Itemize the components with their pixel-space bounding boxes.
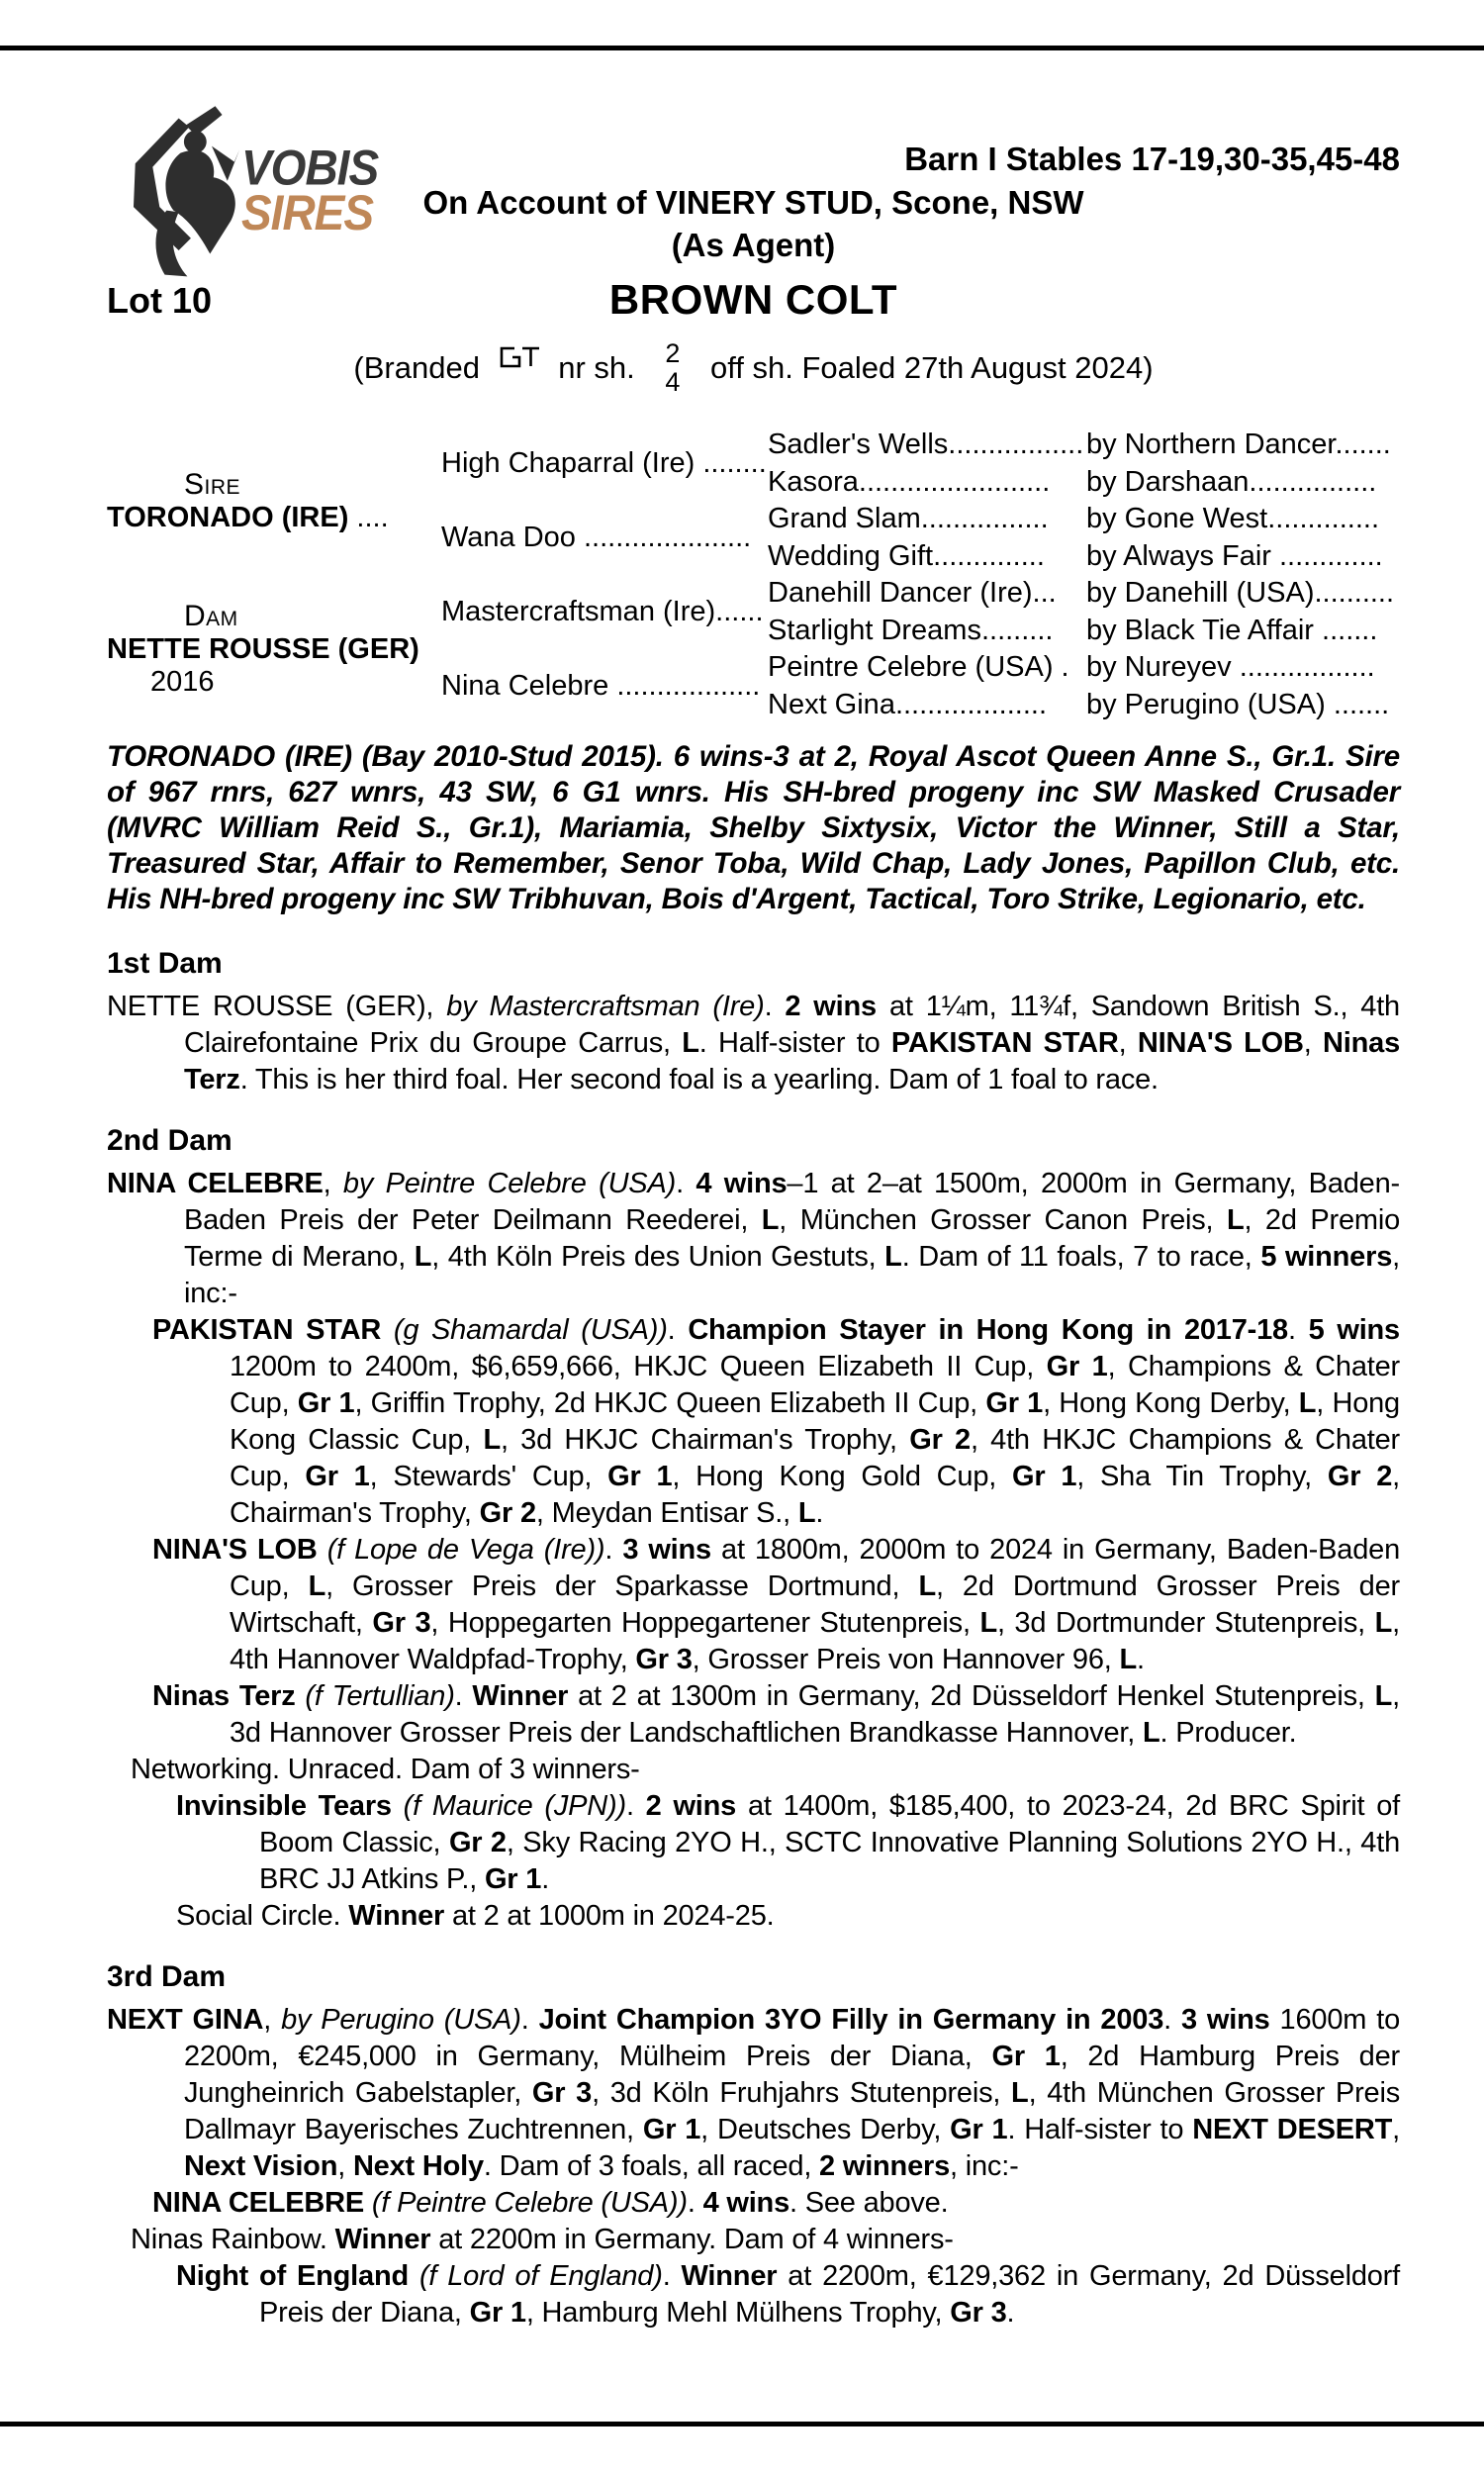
entry-text-segment: . [454, 1679, 473, 1712]
entry-text-segment: . [520, 2003, 539, 2036]
pedigree-parent: Mastercraftsman (Ire)...... [441, 596, 764, 627]
entry-text-segment: , Grosser Preis der Sparkasse Dortmund, [325, 1570, 919, 1602]
dam-cell [107, 575, 441, 723]
as-agent-line: (As Agent) [671, 227, 836, 263]
lot-title-row [107, 276, 1400, 326]
entry-text-segment: Gr 2 [479, 1496, 536, 1529]
brand-mark-icon [499, 345, 540, 383]
entry-text-segment: by Peintre Celebre (USA) [342, 1167, 677, 1199]
brand-nr-sh: nr sh. [558, 350, 635, 385]
brand-number-fraction [665, 339, 680, 397]
entry-text-segment: L [1142, 1716, 1160, 1749]
sire-name-dots: .... [348, 501, 389, 533]
pedigree-grandparent: Next Gina................... [768, 688, 1048, 720]
entry-text-segment: (g Shamardal (USA)) [393, 1313, 668, 1346]
entry-text-segment: 2 wins [645, 1789, 737, 1822]
pedigree-grandparent-sire: by Danehill (USA).......... [1086, 577, 1395, 609]
entry-text-segment: Social Circle. [176, 1899, 349, 1932]
entry-text-segment: L [979, 1606, 997, 1639]
entry-text-segment: , Hong Kong Gold Cup, [672, 1460, 1013, 1492]
entry-text-segment: . [1137, 1643, 1145, 1675]
entry-text-segment: . [662, 2259, 682, 2292]
entry-text-segment: , [263, 2003, 282, 2036]
entry-text-segment: Gr 1 [642, 2113, 701, 2145]
entry-text-segment: Winner [472, 1679, 569, 1712]
entry-text-segment: Next Vision [184, 2149, 338, 2182]
entry-text-segment: (f Tertullian) [305, 1679, 455, 1712]
entry-text-segment: . [764, 990, 786, 1022]
entry-text-segment: Gr 1 [991, 2040, 1061, 2072]
entry-text-segment: . Half-sister to [698, 1026, 891, 1059]
pedigree-grandparent: Danehill Dancer (Ire)... [768, 577, 1057, 609]
pedigree-entry [176, 1898, 1400, 1935]
entry-text-segment: L [414, 1240, 432, 1273]
entry-text-segment: . [604, 1533, 623, 1566]
entry-text-segment: , [323, 1167, 343, 1199]
horse-and-jockey-icon [111, 101, 241, 279]
entry-text-segment: L [1298, 1386, 1317, 1419]
pedigree-parents-column [441, 427, 768, 723]
pedigree-grandparent: Wedding Gift.............. [768, 539, 1045, 572]
entry-text-segment: , Stewards' Cup, [369, 1460, 608, 1492]
entry-text-segment: , Hong Kong Derby, [1043, 1386, 1299, 1419]
entry-text-segment: , 2d Hamburg Preis der Jungheinrich Gabelstapler, [184, 2040, 1400, 2109]
entry-text-segment: –1 at 2–at 1500m, 2000m in Germany, Baden-Baden Preis der Peter Deilmann Reederei, [184, 1167, 1400, 1236]
pedigree-grandparent-sire: by Gone West.............. [1086, 503, 1380, 534]
entry-text-segment: L [1011, 2076, 1029, 2109]
entry-text-segment: , [337, 2149, 353, 2182]
entry-text-segment: . [1287, 1313, 1309, 1346]
entry-text-segment: , [1392, 2113, 1400, 2145]
entry-text-segment: Gr 1 [297, 1386, 355, 1419]
entry-text-segment: L [308, 1570, 326, 1602]
entry-text-segment: , 3d Dortmunder Stutenpreis, [996, 1606, 1375, 1639]
entry-text-segment: at 2 at 1300m in Germany, 2d Düsseldorf Henkel Stutenpreis, [568, 1679, 1375, 1712]
entry-text-segment: , 4th Hannover Waldpfad-Trophy, [230, 1606, 1400, 1675]
pedigree-table [107, 427, 1400, 723]
entry-text-segment: , Champions & Chater Cup, [230, 1350, 1400, 1419]
entry-text-segment: , 4th Köln Preis des Union Gestuts, [431, 1240, 885, 1273]
entry-text-segment: PAKISTAN STAR [152, 1313, 394, 1346]
entry-text-segment: 4 wins [696, 1167, 788, 1199]
pedigree-grandparent-sire: by Northern Dancer....... [1086, 428, 1391, 460]
entry-text-segment: , inc:- [950, 2149, 1019, 2182]
entry-text-segment: 2 winners [819, 2149, 951, 2182]
entry-text-segment: (f Lope de Vega (Ire)) [326, 1533, 605, 1566]
brand-number-bottom: 4 [665, 367, 681, 397]
entry-text-segment: L [761, 1203, 780, 1236]
entry-text-segment: 3 wins [1180, 2003, 1270, 2036]
catalogue-page [107, 89, 1400, 2331]
section-heading: 2nd Dam [107, 1123, 232, 1157]
entry-text-segment: 1600m to 2200m, €245,000 in Germany, Mülheim Preis der Diana, [184, 2003, 1400, 2072]
entry-text-segment: , 4th HKJC Champions & Chater Cup, [230, 1423, 1401, 1492]
entry-text-segment: , 2d Premio Terme di Merano, [184, 1203, 1400, 1273]
entry-text-segment: , [1303, 1026, 1324, 1059]
vobis-sires-logo [111, 101, 379, 279]
entry-text-segment: at 1400m, $185,400, to 2023-24, 2d BRC Spirit of Boom Classic, [259, 1789, 1400, 1858]
barn-stables-line: Barn I Stables 17-19,30-35,45-48 [904, 141, 1400, 177]
pedigree-entry [152, 2185, 1400, 2222]
pedigree-grandparent: Peintre Celebre (USA) . [768, 651, 1069, 683]
entry-text-segment: L [483, 1423, 501, 1456]
entry-text-segment: . [687, 2186, 703, 2219]
pedigree-grandparent-sire: by Perugino (USA) ....... [1086, 688, 1390, 720]
pedigree-grandparent-sire: by Nureyev ................. [1086, 651, 1375, 683]
entry-text-segment: 5 wins [1308, 1313, 1400, 1346]
entry-text-segment: 3 wins [622, 1533, 711, 1566]
entry-text-segment: Gr 1 [484, 1862, 542, 1895]
entry-text-segment: NINA CELEBRE [107, 1167, 324, 1199]
sire-name [107, 502, 441, 534]
pedigree-entry [131, 1752, 1400, 1788]
pedigree-grandparent: Sadler's Wells................. [768, 428, 1084, 460]
entry-text-segment: L [884, 1240, 902, 1273]
entry-text-segment: 1200m to 2400m, $6,659,666, HKJC Queen Elizabeth II Cup, [230, 1350, 1047, 1382]
pedigree-entry [176, 2258, 1400, 2331]
sire-summary-paragraph: TORONADO (IRE) (Bay 2010-Stud 2015). 6 wins-3 at 2, Royal Ascot Queen Anne S., Gr.1. Sire of 967 rnrs, 627 wnrs, 43 SW, 6 G1 wnrs. His SH-bred progeny inc SW Masked Crusader (MVRC William Reid S., Gr.1), Mariamia, Shelby Sixtysix, Victor the Winner, Still a Star, Treasured Star, Affair to Remember, Senor Toba, Wild Chap, Lady Jones, Papillon Club, etc. His NH-bred progeny inc SW Tribhuvan, Bois d'Argent, Tactical, Toro Strike, Legionario, etc. [107, 740, 1400, 915]
entry-text-segment: Gr 3 [635, 1643, 693, 1675]
page-bottom-rule [0, 2422, 1484, 2426]
vendor-account-line: On Account of VINERY STUD, Scone, NSW [422, 184, 1084, 221]
entry-text-segment: 4 wins [702, 2186, 790, 2219]
entry-text-segment: , Chairman's Trophy, [230, 1460, 1400, 1529]
entry-text-segment: , 4th München Grosser Preis Dallmayr Bayerisches Zuchtrennen, [184, 2076, 1400, 2145]
vobis-sires-logo-text [241, 140, 379, 241]
entry-text-segment: Ninas Terz [152, 1679, 306, 1712]
pedigree-entry [152, 1312, 1400, 1532]
entry-text-segment: NEXT GINA [107, 2003, 264, 2036]
entry-text-segment: Gr 1 [950, 2113, 1008, 2145]
entry-text-segment: Ninas Rainbow. [131, 2223, 335, 2255]
entry-text-segment: PAKISTAN STAR [890, 1026, 1119, 1059]
dam-label: Dam [184, 600, 238, 632]
lot-number: Lot 10 [107, 280, 213, 321]
entry-text-segment: by Perugino (USA) [281, 2003, 521, 2036]
entry-text-segment: at 1800m, 2000m to 2024 in Germany, Baden-Baden Cup, [230, 1533, 1400, 1602]
brand-suffix: off sh. Foaled 27th August 2024) [710, 350, 1154, 385]
entry-text-segment: NINA'S LOB [1137, 1026, 1304, 1059]
pedigree-entry [107, 1166, 1400, 1312]
pedigree-entry [152, 1532, 1400, 1678]
entry-text-segment: Gr 1 [469, 2296, 526, 2329]
pedigree-entry [107, 989, 1400, 1098]
entry-text-segment: L [1119, 1643, 1137, 1675]
entry-text-segment: Gr 2 [909, 1423, 971, 1456]
entry-text-segment: NETTE ROUSSE (GER), [107, 990, 447, 1022]
entry-text-segment: NINA'S LOB [152, 1533, 327, 1566]
entry-text-segment: (f Lord of England) [418, 2259, 663, 2292]
entry-text-segment: Champion Stayer in Hong Kong in 2017-18 [688, 1313, 1288, 1346]
logo-word-sires: SIRES [241, 184, 374, 241]
pedigree-parent: Wana Doo ..................... [441, 522, 752, 553]
pedigree-entry [107, 2002, 1400, 2185]
entry-text-segment: , inc:- [184, 1240, 1400, 1309]
entry-text-segment: . See above. [789, 2186, 949, 2219]
entry-text-segment: . [667, 1313, 689, 1346]
entry-text-segment: 5 winners [1260, 1240, 1393, 1273]
entry-text-segment: . This is her third foal. Her second foal is a yearling. Dam of 1 foal to race. [239, 1063, 1159, 1095]
section-heading: 1st Dam [107, 946, 223, 980]
entry-text-segment: Winner [348, 1899, 445, 1932]
entry-text-segment: L [682, 1026, 699, 1059]
entry-text-segment: , [1118, 1026, 1138, 1059]
pedigree-greatgrandsires-column [1086, 427, 1400, 723]
entry-text-segment: Gr 1 [305, 1460, 370, 1492]
pedigree-grandparent-sire: by Darshaan................ [1086, 465, 1377, 498]
pedigree-entry [131, 2222, 1400, 2258]
entry-text-segment: Joint Champion 3YO Filly in Germany in 2003 [538, 2003, 1164, 2036]
pedigree-grandparent: Starlight Dreams......... [768, 614, 1054, 646]
sire-name-text: TORONADO (IRE) [107, 501, 349, 533]
pedigree-grandparent: Grand Slam................ [768, 503, 1049, 534]
entry-text-segment: . [1163, 2003, 1181, 2036]
pedigree-grandparent: Kasora........................ [768, 465, 1051, 498]
dam-foaling-year: 2016 [150, 666, 215, 698]
entry-text-segment: , Grosser Preis von Hannover 96, [692, 1643, 1120, 1675]
entry-text-segment: Night of England [176, 2259, 419, 2292]
pedigree-grandparents-column [768, 427, 1086, 723]
entry-text-segment: Gr 3 [950, 2296, 1007, 2329]
entry-text-segment: at 2200m in Germany. Dam of 4 winners- [430, 2223, 954, 2255]
sire-cell [107, 427, 441, 575]
entry-text-segment: , München Grosser Canon Preis, [779, 1203, 1227, 1236]
entry-text-segment: L [1226, 1203, 1245, 1236]
entry-text-segment: L [1374, 1606, 1393, 1639]
entry-text-segment: Gr 2 [1327, 1460, 1393, 1492]
entry-text-segment: Gr 2 [448, 1826, 507, 1858]
entry-text-segment: Next Holy [352, 2149, 484, 2182]
brand-and-foaling-line [107, 339, 1400, 397]
entry-text-segment: at 1¼m, 11¾f, Sandown British S., 4th Clairefontaine Prix du Groupe Carrus, [184, 990, 1400, 1059]
entry-text-segment: . Half-sister to [1007, 2113, 1193, 2145]
entry-text-segment: , Deutsches Derby, [700, 2113, 951, 2145]
entry-text-segment: , 2d Dortmund Grosser Preis der Wirtschaft, [230, 1570, 1400, 1639]
entry-text-segment: , Hamburg Mehl Mülhens Trophy, [525, 2296, 951, 2329]
sire-label: Sire [184, 467, 241, 501]
entry-text-segment: . Producer. [1159, 1716, 1297, 1749]
dam-sections [107, 947, 1400, 2331]
entry-text-segment: , Hong Kong Classic Cup, [230, 1386, 1400, 1456]
entry-text-segment: , Hoppegarten Hoppegartener Stutenpreis, [430, 1606, 980, 1639]
logo-word-vobis: VOBIS [241, 140, 379, 196]
brand-number-top: 2 [665, 338, 681, 368]
entry-text-segment: . [625, 1789, 646, 1822]
entry-text-segment: , Sky Racing 2YO H., SCTC Innovative Planning Solutions 2YO H., 4th BRC JJ Atkins P., [259, 1826, 1400, 1895]
pedigree-entry [176, 1788, 1400, 1898]
pedigree-parent: High Chaparral (Ire) ........ [441, 447, 767, 479]
entry-text-segment: . [676, 1167, 696, 1199]
entry-text-segment: Winner [334, 2223, 431, 2255]
entry-text-segment: NINA CELEBRE [152, 2186, 372, 2219]
entry-text-segment: , 3d HKJC Chairman's Trophy, [500, 1423, 910, 1456]
entry-text-segment: . Dam of 3 foals, all raced, [483, 2149, 820, 2182]
entry-text-segment: Invinsible Tears [176, 1789, 404, 1822]
entry-text-segment: Gr 3 [531, 2076, 593, 2109]
entry-text-segment: Networking. Unraced. Dam of 3 winners- [131, 1753, 640, 1785]
entry-text-segment: . [541, 1862, 550, 1895]
entry-text-segment: (f Maurice (JPN)) [403, 1789, 626, 1822]
entry-text-segment: , Sha Tin Trophy, [1076, 1460, 1328, 1492]
entry-text-segment: , 3d Hannover Grosser Preis der Landschaftlichen Brandkasse Hannover, [230, 1679, 1400, 1749]
entry-text-segment: by Mastercraftsman (Ire) [446, 990, 765, 1022]
entry-text-segment: Gr 1 [985, 1386, 1044, 1419]
dam-name: NETTE ROUSSE (GER) [107, 633, 419, 665]
entry-text-segment: Gr 1 [1012, 1460, 1077, 1492]
entry-text-segment: Winner [681, 2259, 778, 2292]
entry-text-segment: NEXT DESERT [1192, 2113, 1393, 2145]
entry-text-segment: L [1374, 1679, 1393, 1712]
section-heading: 3rd Dam [107, 1959, 227, 1993]
entry-text-segment: . Dam of 11 foals, 7 to race, [901, 1240, 1261, 1273]
entry-text-segment: L [918, 1570, 936, 1602]
entry-text-segment: 2 wins [785, 990, 877, 1022]
entry-text-segment: (f Peintre Celebre (USA)) [371, 2186, 688, 2219]
entry-text-segment: Ninas Terz [184, 1026, 1401, 1095]
entry-text-segment: . [1006, 2296, 1015, 2329]
pedigree-subject-column [107, 427, 441, 723]
entry-text-segment: Gr 1 [607, 1460, 673, 1492]
entry-text-segment: . [815, 1496, 824, 1529]
entry-text-segment: at 2200m, €129,362 in Germany, 2d Düsseldorf Preis der Diana, [259, 2259, 1400, 2329]
page-top-rule [0, 46, 1484, 50]
pedigree-grandparent-sire: by Always Fair ............. [1086, 539, 1383, 572]
page-title: BROWN COLT [608, 276, 898, 323]
entry-text-segment: , 3d Köln Fruhjahrs Stutenpreis, [592, 2076, 1012, 2109]
brand-prefix: (Branded [353, 350, 480, 385]
pedigree-parent: Nina Celebre .................. [441, 670, 761, 702]
entry-text-segment: at 2 at 1000m in 2024-25. [444, 1899, 775, 1932]
entry-text-segment: Gr 3 [372, 1606, 431, 1639]
pedigree-entry [152, 1678, 1400, 1752]
entry-text-segment: , Meydan Entisar S., [535, 1496, 798, 1529]
entry-text-segment: Gr 1 [1046, 1350, 1108, 1382]
entry-text-segment: L [797, 1496, 816, 1529]
entry-text-segment: , Griffin Trophy, 2d HKJC Queen Elizabeth II Cup, [354, 1386, 986, 1419]
pedigree-grandparent-sire: by Black Tie Affair ....... [1086, 614, 1378, 646]
